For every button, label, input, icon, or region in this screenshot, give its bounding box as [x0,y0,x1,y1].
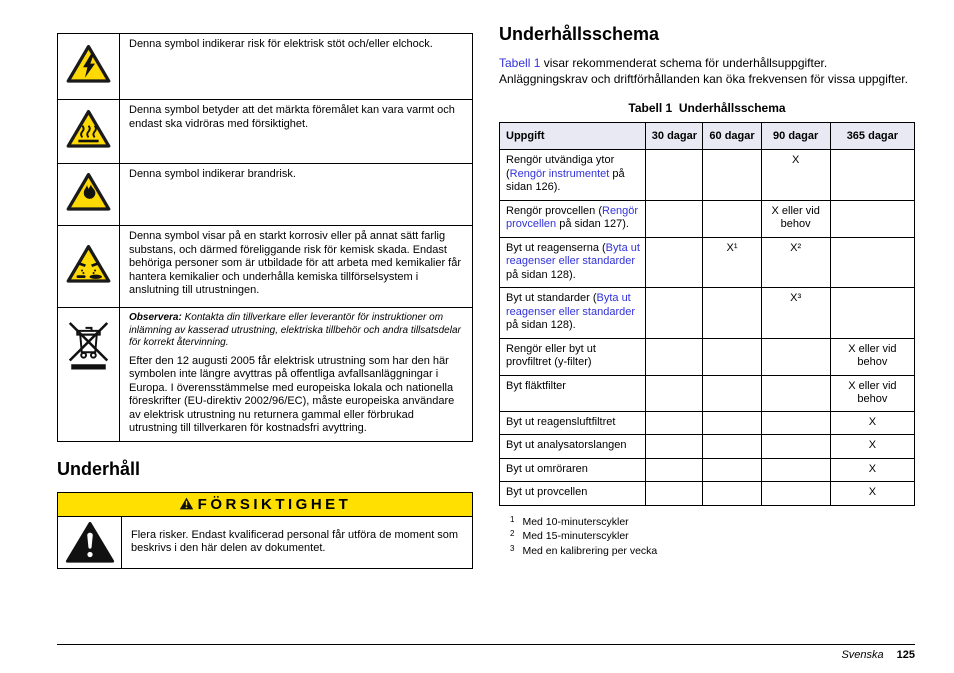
symbol-row [58,164,473,226]
schedule-mark-cell [703,338,761,375]
symbol-paragraph [129,230,464,298]
schedule-row [500,237,915,288]
text-segment: Rengör eller byt ut provfiltret (y-filter) [506,342,596,368]
symbol-description [120,100,473,164]
schedule-task-cell [500,237,646,288]
schedule-mark-cell [703,435,761,459]
cross-reference-link[interactable]: Rengör instrumentet [509,167,610,180]
section-heading-underhall: Underhåll [57,458,141,479]
text-segment: på sidan 127). [556,218,629,230]
schedule-header-cell: Uppgift [500,123,646,150]
cross-reference-link[interactable]: Byta ut reagenser eller standarder [506,292,636,318]
left-column [57,33,473,569]
schedule-mark-cell [646,288,703,339]
text-segment: på sidan 128). [506,268,576,281]
schedule-row [500,288,915,339]
right-column [499,24,915,558]
symbol-paragraph [129,38,464,52]
schedule-row [500,435,915,459]
schedule-header-cell: 60 dagar [703,123,761,150]
symbol-paragraph [129,168,464,182]
schedule-mark-cell [646,200,703,237]
text-segment: på sidan 128). [506,319,576,331]
schedule-mark-cell: X eller vid behov [830,375,914,411]
multiple-hazards-icon [58,517,122,568]
hot-surface-hazard-icon [58,100,120,164]
text-segment: Denna symbol betyder att det märkta föremålet kan vara varmt och endast ska vidröras med försiktighet. [129,104,455,130]
schedule-mark-cell [646,237,703,288]
schedule-task-cell [500,150,646,201]
caution-text-content: Flera risker. Endast kvalificerad personal får utföra de moment som beskrivs i den här delen av dokumentet. [131,528,459,554]
schedule-header-row [500,123,915,150]
schedule-mark-cell [761,375,830,411]
schedule-mark-cell: X [830,411,914,435]
schedule-mark-cell [646,150,703,201]
symbol-paragraph [129,355,464,436]
schedule-mark-cell [646,482,703,506]
table-caption: Tabell 1 Underhållsschema [628,101,786,115]
text-segment: Denna symbol indikerar brandrisk. [129,168,296,180]
text-segment: Byt ut reagenserna ( [506,241,606,254]
schedule-row [500,338,915,375]
schedule-mark-cell [830,237,914,288]
schedule-mark-cell [703,482,761,506]
page-footer [57,644,915,661]
symbol-description [120,308,473,442]
schedule-mark-cell: X [830,458,914,482]
schedule-task-cell [500,288,646,339]
caution-body [58,517,472,568]
schedule-row [500,200,915,237]
schedule-mark-cell: X¹ [703,237,761,288]
schedule-mark-cell [830,288,914,339]
schedule-mark-cell: X² [761,237,830,288]
symbol-description [120,34,473,100]
text-segment: Byt ut standarder ( [506,292,597,304]
schedule-row [500,150,915,201]
table-footnotes [499,515,915,559]
text-segment: Byt ut provcellen [506,486,588,498]
symbol-row [58,100,473,164]
schedule-mark-cell: X [761,150,830,201]
schedule-mark-cell: X³ [761,288,830,339]
symbol-description [120,226,473,308]
text-segment: Byt fläktfilter [506,379,566,392]
text-segment: på sidan 126). [506,167,625,193]
text-segment: Byt ut analysatorslangen [506,439,627,451]
text-segment: Rengör provcellen ( [506,204,602,217]
schedule-mark-cell [703,288,761,339]
schedule-mark-cell: X eller vid behov [830,338,914,375]
footnote-text: Med 10-minuterscykler [522,515,629,528]
schedule-mark-cell [646,458,703,482]
text-segment: Observera: [129,312,185,323]
schedule-task-cell [500,200,646,237]
cross-reference-link[interactable]: Rengör provcellen [506,204,639,230]
schedule-mark-cell [703,458,761,482]
schedule-header-cell: 365 dagar [830,123,914,150]
footnote-marker: 1 [510,514,515,524]
schedule-mark-cell [761,411,830,435]
intro-paragraph [499,56,915,87]
schedule-header-cell: 30 dagar [646,123,703,150]
schedule-header-cell: 90 dagar [761,123,830,150]
footnote-marker: 3 [510,543,515,553]
warning-triangle-icon [179,496,194,513]
caution-banner-label: FÖRSIKTIGHET [197,495,352,513]
text-segment: Kontakta din tillverkare eller leverantör för instruktioner om inlämning av kasserad utrustning, elektriska tillbehör och andra tillsatsdelar för korrekt återvinning. [129,312,461,348]
symbol-description [120,164,473,226]
schedule-mark-cell [703,200,761,237]
text-segment: Byt ut reagensluftfiltret [506,415,616,428]
text-segment: Denna symbol visar på en starkt korrosiv eller på annat sätt farlig substans, och därmed föreliggande risk för kemisk skada. Endast behöriga personer som är utbildade för att arbeta med kemikalier får hantera kemikalier och underhålla kemiska tillförselsystem i anslutning till utrustningen. [129,230,462,296]
schedule-row [500,375,915,411]
weee-disposal-icon [58,308,120,442]
caution-box [57,492,473,569]
text-segment: Denna symbol indikerar risk för elektrisk stöt och/eller elchock. [129,38,433,50]
schedule-mark-cell [703,411,761,435]
schedule-mark-cell [646,375,703,411]
footnote-marker: 2 [510,529,515,538]
maintenance-schedule-table [499,122,915,506]
schedule-mark-cell [761,338,830,375]
footnote [499,529,915,544]
schedule-task-cell [500,411,646,435]
electric-shock-hazard-icon [58,34,120,100]
schedule-task-cell [500,375,646,411]
schedule-mark-cell [830,150,914,201]
schedule-mark-cell [761,435,830,459]
schedule-mark-cell [761,458,830,482]
schedule-mark-cell [646,338,703,375]
footnote [499,544,915,559]
schedule-task-cell [500,458,646,482]
schedule-task-cell [500,482,646,506]
schedule-mark-cell [761,482,830,506]
footnote [499,515,915,530]
symbol-row [58,34,473,100]
schedule-mark-cell [703,150,761,201]
text-segment: Efter den 12 augusti 2005 får elektrisk utrustning som har den här symbolen inte längre avyttras på offentliga avfallsanläggningar i Europa. I överensstämmelse med europeiska lokala och nationella föreskrifter (EU-direktiv 2002/96/EC), måste europeiska användare av elektrisk utrustning nu returnera gammal eller förbrukad utrustning till tillverkaren för kostnadsfri avyttring. [129,354,455,434]
schedule-row [500,458,915,482]
schedule-mark-cell: X [830,482,914,506]
caution-text [122,517,472,568]
schedule-mark-cell: X eller vid behov [761,200,830,237]
schedule-task-cell [500,338,646,375]
schedule-mark-cell: X [830,435,914,459]
schedule-row [500,482,915,506]
symbol-paragraph [129,312,464,350]
chemical-hazard-icon [58,226,120,308]
schedule-task-cell [500,435,646,459]
symbol-table [57,33,473,442]
schedule-mark-cell [646,411,703,435]
text-segment: visar rekommenderat schema för underhållsuppgifter. Anläggningskrav och driftförhållanden kan öka frekvensen för vissa uppgifter. [499,56,908,86]
symbol-row [58,226,473,308]
symbol-paragraph [129,104,464,131]
section-heading-underhallsschema: Underhållsschema [499,24,660,44]
cross-reference-link[interactable]: Byta ut reagenser eller standarder [506,241,640,267]
cross-reference-link[interactable]: Tabell 1 [499,56,541,70]
schedule-mark-cell [830,200,914,237]
text-segment: Rengör utvändiga ytor ( [506,154,615,180]
footer-language-label: Svenska [841,649,884,661]
footer-page-number: 125 [896,649,915,661]
footnote-text: Med en kalibrering per vecka [522,544,658,557]
schedule-mark-cell [703,375,761,411]
caution-banner [58,493,472,517]
footnote-text: Med 15-minuterscykler [522,530,629,542]
symbol-row [58,308,473,442]
text-segment: Byt ut omröraren [506,462,588,475]
schedule-row [500,411,915,435]
fire-hazard-icon [58,164,120,226]
schedule-mark-cell [646,435,703,459]
